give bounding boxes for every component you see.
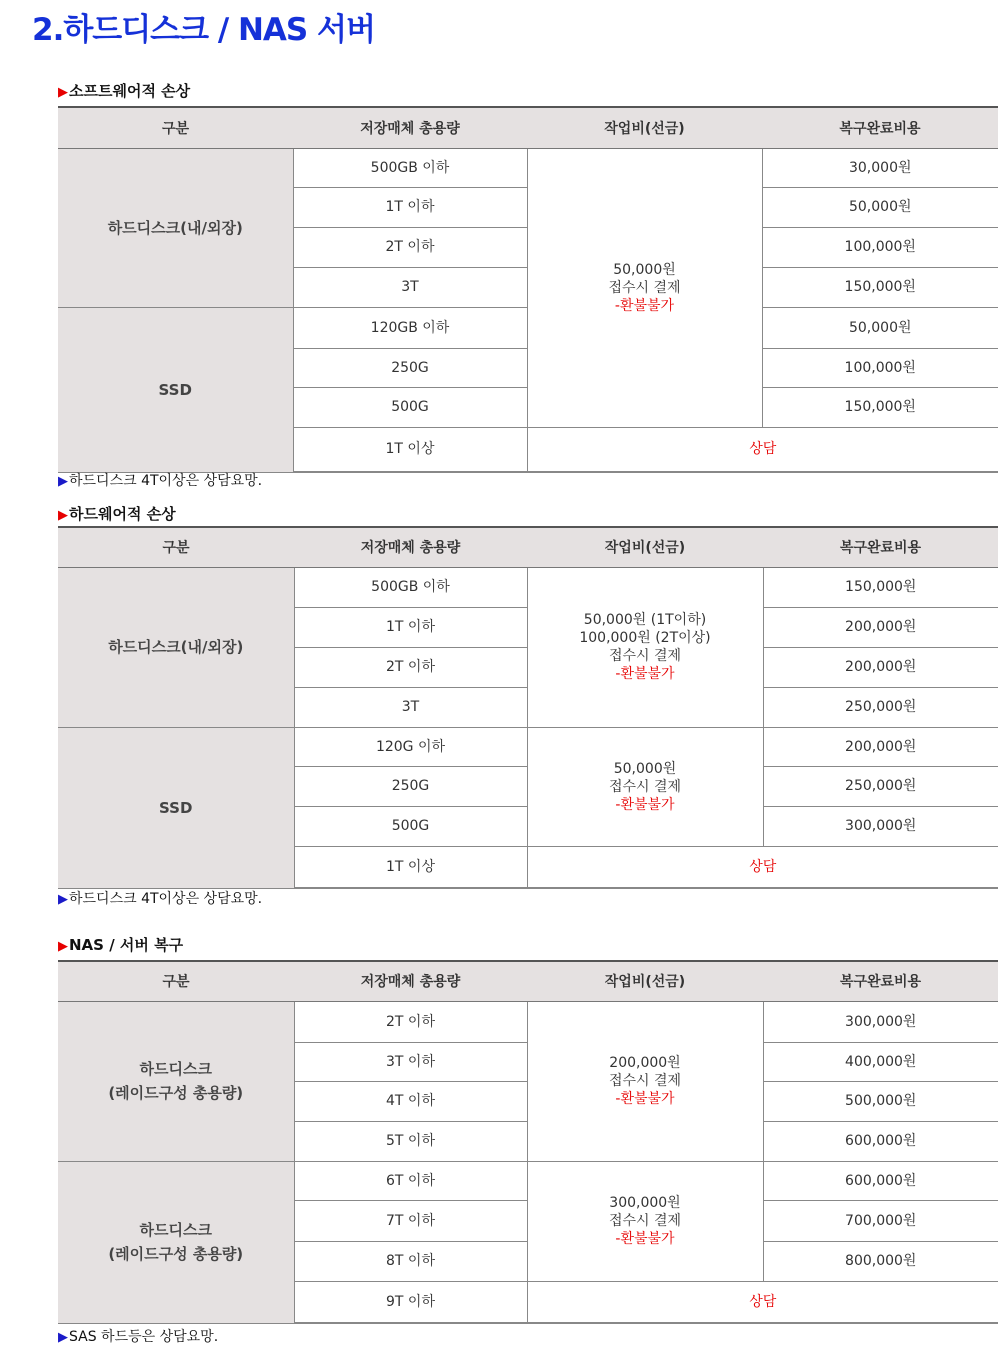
header-fee: 작업비(선금) (527, 961, 763, 1001)
nas-section-heading (58, 934, 183, 956)
consult-cell: 상담 (527, 427, 998, 472)
cost-cell: 600,000원 (763, 1121, 998, 1161)
header-cost: 복구완료비용 (763, 527, 998, 567)
blue-triangle-icon: ▶ (58, 474, 68, 489)
capacity-cell: 3T (294, 687, 527, 727)
software-section-heading (58, 80, 190, 102)
capacity-cell: 6T 이하 (294, 1161, 527, 1200)
capacity-cell: 1T 이하 (293, 187, 527, 227)
category-raid-group-2 (58, 1161, 294, 1323)
header-category: 구분 (58, 527, 294, 567)
category-ssd: SSD (58, 307, 293, 472)
cost-cell: 800,000원 (763, 1241, 998, 1281)
hdd-fee-cell (527, 567, 763, 727)
capacity-cell: 250G (294, 766, 527, 806)
capacity-cell: 500G (294, 806, 527, 846)
group1-fee-cell (527, 1001, 763, 1161)
header-fee: 작업비(선금) (527, 107, 762, 148)
nas-note (58, 1327, 218, 1347)
fee-payment: 접수시 결제 (608, 1073, 682, 1089)
cost-cell: 300,000원 (763, 1001, 998, 1042)
capacity-cell: 1T 이상 (294, 846, 527, 888)
red-triangle-icon: ▶ (58, 939, 68, 954)
fee-amount: 200,000원 (609, 1055, 681, 1071)
table-header-row (58, 961, 998, 1001)
fee-amount-2t: 100,000원 (2T이상) (579, 630, 711, 646)
fee-refund: -환불불가 (615, 1231, 675, 1247)
capacity-cell: 120GB 이하 (293, 307, 527, 348)
category-sublabel: (레이드구성 총용량) (108, 1084, 244, 1102)
table-header-row (58, 527, 998, 567)
capacity-cell: 2T 이하 (294, 1001, 527, 1042)
cost-cell: 150,000원 (763, 567, 998, 607)
hardware-section-heading (58, 503, 176, 525)
capacity-cell: 3T 이하 (294, 1042, 527, 1081)
cost-cell: 100,000원 (762, 348, 998, 387)
hardware-price-table (58, 526, 998, 889)
cost-cell: 250,000원 (763, 766, 998, 806)
cost-cell: 300,000원 (763, 806, 998, 846)
fee-amount-1t: 50,000원 (1T이하) (583, 612, 707, 628)
capacity-cell: 7T 이하 (294, 1200, 527, 1241)
capacity-cell: 500GB 이하 (293, 148, 527, 187)
fee-refund: -환불불가 (615, 796, 675, 813)
table-header-row (58, 107, 998, 148)
capacity-cell: 2T 이하 (294, 647, 527, 687)
red-triangle-icon: ▶ (58, 508, 68, 523)
blue-triangle-icon: ▶ (58, 892, 68, 907)
header-cost: 복구완료비용 (762, 107, 998, 148)
fee-cell (527, 148, 762, 427)
category-label: 하드디스크 (139, 1060, 212, 1078)
fee-amount: 50,000원 (613, 261, 676, 278)
software-price-table (58, 106, 998, 473)
hardware-note-text: 하드디스크 4T이상은 상담요망. (69, 891, 263, 907)
table-row (58, 1161, 998, 1200)
nas-note-text: SAS 하드등은 상담요망. (69, 1329, 219, 1345)
table-row (58, 1001, 998, 1042)
capacity-cell: 500G (293, 387, 527, 427)
fee-payment: 접수시 결제 (608, 279, 681, 296)
fee-amount: 300,000원 (609, 1195, 681, 1211)
cost-cell: 150,000원 (762, 267, 998, 307)
page-title: 2.하드디스크 / NAS 서버 (32, 12, 375, 48)
blue-triangle-icon: ▶ (58, 1330, 68, 1345)
capacity-cell: 1T 이하 (294, 607, 527, 647)
header-category: 구분 (58, 961, 294, 1001)
capacity-cell: 9T 이하 (294, 1281, 527, 1323)
fee-payment: 접수시 결제 (608, 778, 682, 795)
fee-amount: 50,000원 (613, 760, 677, 777)
cost-cell: 400,000원 (763, 1042, 998, 1081)
consult-cell: 상담 (527, 846, 998, 888)
category-label: 하드디스크 (139, 1221, 212, 1239)
fee-refund: -환불불가 (615, 666, 675, 682)
cost-cell: 500,000원 (763, 1081, 998, 1121)
capacity-cell: 2T 이하 (293, 227, 527, 267)
capacity-cell: 8T 이하 (294, 1241, 527, 1281)
software-note-text: 하드디스크 4T이상은 상담요망. (69, 473, 263, 489)
capacity-cell: 4T 이하 (294, 1081, 527, 1121)
cost-cell: 150,000원 (762, 387, 998, 427)
capacity-cell: 500GB 이하 (294, 567, 527, 607)
header-fee: 작업비(선금) (527, 527, 763, 567)
software-heading-text: 소프트웨어적 손상 (69, 82, 191, 100)
ssd-fee-cell (527, 727, 763, 846)
fee-payment: 접수시 결제 (608, 648, 682, 664)
capacity-cell: 5T 이하 (294, 1121, 527, 1161)
header-capacity: 저장매체 총용량 (293, 107, 527, 148)
category-raid-group-1 (58, 1001, 294, 1161)
header-category: 구분 (58, 107, 293, 148)
header-capacity: 저장매체 총용량 (294, 527, 527, 567)
category-sublabel: (레이드구성 총용량) (108, 1245, 244, 1263)
header-capacity: 저장매체 총용량 (294, 961, 527, 1001)
hardware-note (58, 889, 262, 909)
table-row (58, 567, 998, 607)
table-row (58, 727, 998, 766)
cost-cell: 50,000원 (762, 307, 998, 348)
software-note (58, 471, 262, 491)
red-triangle-icon: ▶ (58, 85, 68, 100)
nas-heading-text: NAS / 서버 복구 (69, 936, 184, 954)
cost-cell: 700,000원 (763, 1200, 998, 1241)
fee-refund: -환불불가 (614, 297, 675, 314)
cost-cell: 200,000원 (763, 727, 998, 766)
cost-cell: 200,000원 (763, 647, 998, 687)
header-cost: 복구완료비용 (763, 961, 998, 1001)
table-row (58, 148, 998, 187)
cost-cell: 50,000원 (762, 187, 998, 227)
cost-cell: 600,000원 (763, 1161, 998, 1200)
category-hdd: 하드디스크(내/외장) (58, 567, 294, 727)
cost-cell: 250,000원 (763, 687, 998, 727)
consult-cell: 상담 (527, 1281, 998, 1323)
capacity-cell: 3T (293, 267, 527, 307)
cost-cell: 100,000원 (762, 227, 998, 267)
category-hdd: 하드디스크(내/외장) (58, 148, 293, 307)
hardware-heading-text: 하드웨어적 손상 (69, 505, 176, 523)
capacity-cell: 1T 이상 (293, 427, 527, 472)
fee-refund: -환불불가 (615, 1091, 675, 1107)
category-ssd: SSD (58, 727, 294, 888)
capacity-cell: 250G (293, 348, 527, 387)
fee-payment: 접수시 결제 (608, 1213, 682, 1229)
cost-cell: 30,000원 (762, 148, 998, 187)
nas-price-table (58, 960, 998, 1324)
cost-cell: 200,000원 (763, 607, 998, 647)
group2-fee-cell (527, 1161, 763, 1281)
capacity-cell: 120G 이하 (294, 727, 527, 766)
